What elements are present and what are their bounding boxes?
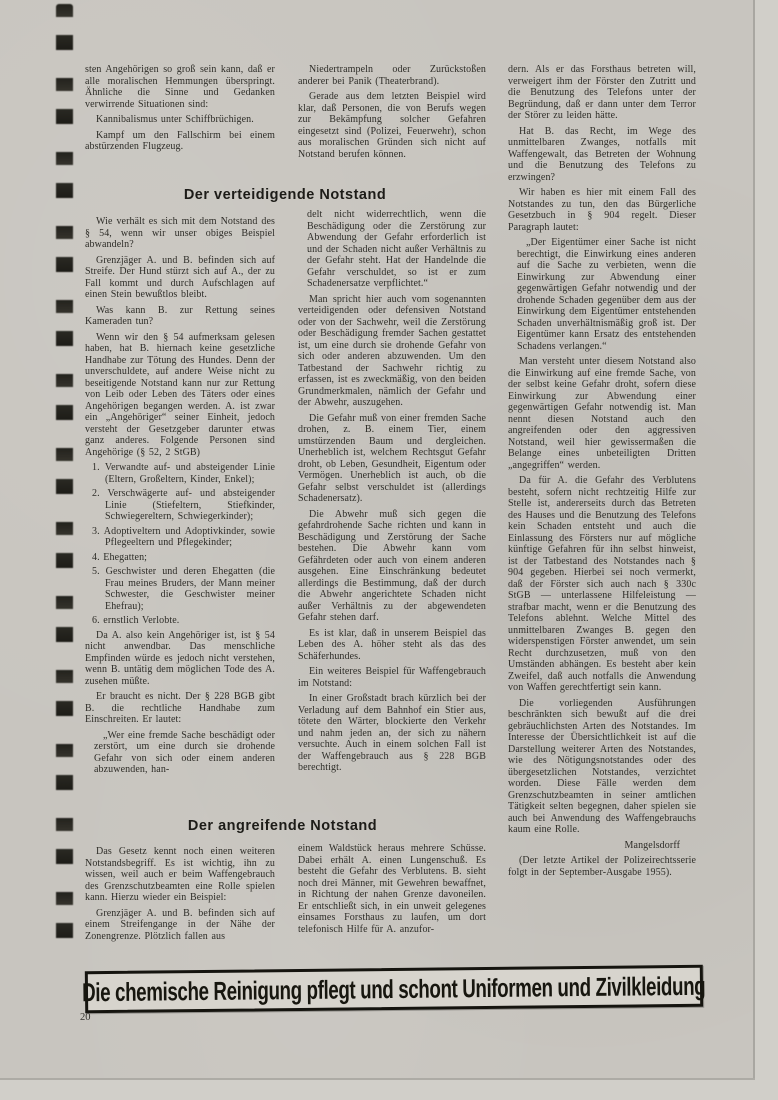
list-item: 2. Verschwägerte auf- und absteigender Linie (Stiefeltern, Stiefkinder, Schwiegereltern, Schwiegerkinder); — [92, 488, 275, 522]
paragraph: Wie verhält es sich mit dem Notstand des § 54, wenn wir unser obiges Beispiel abwandeln? — [85, 216, 275, 250]
column-middle-section2 — [298, 843, 486, 939]
paragraph: Die Abwehr muß sich gegen die gefahrdrohende Sache richten und kann in Beschädigung und Zerstörung der Sache bestehen. Die Abwehr kann vom Gefährdeten oder auch von einem anderen ausgehen. Eine Einschränkung bedeutet allerdings die Bestimmung, daß der durch die Abwehr angerichtete Schaden nicht außer Verhältnis zu der abgewendeten Gefahr stehen darf. — [298, 508, 486, 623]
scan-background-bottom — [0, 1080, 755, 1100]
section-heading-angreifende-notstand: Der angreifende Notstand — [187, 818, 378, 834]
ad-banner-text: Die chemische Reinigung pflegt und schont Uniformen und Zivilkleidung — [82, 970, 706, 1007]
paragraph: Kannibalismus unter Schiffbrüchigen. — [96, 114, 254, 125]
column-middle-section1 — [298, 209, 486, 778]
paragraph: „Wer eine fremde Sache beschädigt oder zerstört, um eine durch sie drohende Gefahr von sich oder einem anderen abzuwenden, han- — [94, 729, 275, 775]
paragraph: Gerade aus dem letzten Beispiel wird klar, daß Personen, die von Berufs wegen zur Bekämpfung solcher Gefahren eingesetzt sind (Polizei, Feuerwehr), schon aus moralischen Gründen sich nicht auf Notstand berufen können. — [298, 91, 486, 160]
paragraph: Da für A. die Gefahr des Verblutens besteht, sofern nicht rechtzeitig Hilfe zur Stelle ist, andererseits durch das Betreten des Hauses und die Benutzung des Telefons kein Schaden entsteht und auch die Einlassung des Försters nur auf mögliche künftige Gefahren für ihn selbst hinweist, ist der Tatbestand des Notstandes nach § 904 gegeben. Hierbei sei noch vermerkt, daß der Förster sich auch nach § 330c StGB — unterlassene Hilfeleistung — strafbar macht, wenn er die Benutzung des Telefons ablehnt. Welche Mittel des unmittelbaren Zwanges B. gegen den widerspenstigen Förster anwendet, um sein Recht durchzusetzen, muß von den Umständen abhängen. Es besteht aber kein Zweifel, daß auch notfalls die Anwendung von Waffen gerechtfertigt sein kann. — [508, 475, 696, 693]
paragraph: Man spricht hier auch vom sogenannten verteidigenden oder defensiven Notstand oder von der Sachwehr, weil die Zerstörung oder Beschädigung fremder Sachen gestattet ist, um eine durch sie drohende Gefahr von sich oder anderen abzuwenden. Um den Tatbestand der Sachwehr richtig zu erfassen, ist es zweckmäßig, von den beiden Grundmerkmalen, nämlich der Gefahr und der Abwehr, auszugehen. — [298, 293, 486, 408]
paragraph: Die vorliegenden Ausführungen beschränkten sich bewußt auf die drei gebräuchlichsten Arten des Notstandes. Im Interesse der Übersichtlichkeit ist auf die Darstellung weiterer Arten des Notstandes, wie des Nötigungsnotstandes oder des übergesetzlichen Notstandes, verzichtet worden. Diese Fälle werden dem Grenzschutzbeamten in seiner amtlichen Tätigkeit selten begegnen, daher spielen sie auch bei Anwendung des Waffengebrauchs kaum eine Rolle. — [508, 697, 696, 835]
column-middle-intro — [298, 64, 486, 164]
paragraph: Er braucht es nicht. Der § 228 BGB gibt B. die rechtliche Handhabe zum Einschreiten. Er lautet: — [85, 691, 275, 725]
column-left-intro — [85, 64, 275, 157]
paragraph: delt nicht widerrechtlich, wenn die Beschädigung oder die Zerstörung zur Abwendung der Gefahr erforderlich ist und der Schaden nicht außer Verhältnis zu der Gefahr steht. Hat der Handelnde die Gefahr verschuldet, so ist er zum Schadenersatze verpflichtet.“ — [307, 209, 486, 289]
paragraph: Niedertrampeln oder Zurückstoßen anderer bei Panik (Theaterbrand). — [298, 64, 486, 87]
paragraph: dern. Als er das Forsthaus betreten will, verweigert ihm der Förster den Zutritt und die Benutzung des Telefons unter der Begründung, daß er dann unter dem Terror der Störer zu leiden hätte. — [508, 64, 696, 121]
list-item: 6. ernstlich Verlobte. — [92, 615, 180, 626]
scan-background-right — [755, 0, 778, 1100]
column-right — [508, 64, 696, 882]
paragraph: Die Gefahr muß von einer fremden Sache drohen, z. B. einem Tier, einem umstürzenden Baum und dergleichen. Unerheblich ist, welchem Rechtsgut Gefahr droht, ob Leben, Gesundheit, Eigentum oder Vermögen. Unerheblich ist auch, ob die Gefahr selbst verschuldet ist (allerdings Schadenersatz). — [298, 412, 486, 504]
paragraph: Da A. also kein Angehöriger ist, ist § 54 nicht anwendbar. Das menschliche Empfinden würde es jedoch nicht verstehen, wenn B. untätig dem möglichen Tode des A. zusehen müßte. — [85, 629, 275, 687]
paragraph: In einer Großstadt brach kürzlich bei der Verladung auf dem Bahnhof ein Stier aus, tötete den Wärter, blockierte den Verkehr und nahm jeden an, der sich zu nähern versuchte. Auch in einem solchen Fall ist der Waffengebrauch aus § 228 BGB berechtigt. — [298, 693, 486, 773]
paragraph: Man versteht unter diesem Notstand also die Einwirkung auf eine fremde Sache, von der selbst keine Gefahr droht, sofern diese Einwirkung zur Abwendung einer gegenwärtigen Gefahr notwendig ist. Man nennt diesen Notstand auch den angreifenden oder den aggressiven Notstand, weil hier gewissermaßen die Belange eines unbeteiligten Dritten „angegriffen“ werden. — [508, 356, 696, 471]
paragraph: sten Angehörigen so groß sein kann, daß er alle moralischen Hemmungen überspringt. Ähnliche die Sinne und Gedanken verwirrende Situationen sind: — [85, 64, 275, 110]
paragraph: Hat B. das Recht, im Wege des unmittelbaren Zwanges, notfalls mit Waffengewalt, das Betreten der Wohnung und die Benutzung des Telefons zu erzwingen? — [508, 125, 696, 183]
author-signature: Mangelsdorff — [624, 839, 680, 851]
column-left-section2 — [85, 846, 275, 946]
paragraph: „Der Eigentümer einer Sache ist nicht berechtigt, die Einwirkung eines anderen auf die Sache zu verbieten, wenn die Einwirkung zur Abwendung einer gegenwärtigen Gefahr notwendig und der drohende Schaden gegenüber dem aus der Einwirkung dem Eigentümer entstehenden Schaden unverhältnismäßig groß ist. Der Eigentümer kann Ersatz des entstehenden Schadens verlangen.“ — [517, 237, 696, 352]
paragraph: Ein weiteres Beispiel für Waffengebrauch im Notstand: — [298, 666, 486, 689]
list-item: 4. Ehegatten; — [92, 551, 148, 563]
paragraph: Was kann B. zur Rettung seines Kameraden tun? — [85, 304, 275, 327]
paragraph: Das Gesetz kennt noch einen weiteren Notstandsbegriff. Es ist wichtig, ihn zu wissen, weil auch er beim Waffengebrauch des Grenzschutzbeamten eine Rolle spielen kann. Hierzu wieder ein Beispiel: — [85, 846, 275, 903]
paragraph: Es ist klar, daß in unserem Beispiel das Leben des A. höher steht als das des Schäferhundes. — [298, 627, 486, 662]
list-item: 3. Adoptiveltern und Adoptivkinder, sowie Pflegeeltern und Pflegekinder; — [92, 525, 275, 548]
paragraph: Kampf um den Fallschirm bei einem abstürzenden Flugzeug. — [85, 129, 275, 152]
section-heading-verteidigende-notstand: Der verteidigende Notstand — [183, 187, 387, 203]
paragraph: Wir haben es hier mit einem Fall des Notstandes zu tun, den das Bürgerliche Gesetzbuch in § 904 regelt. Dieser Paragraph lautet: — [508, 187, 696, 233]
column-left-section1 — [85, 216, 275, 780]
paragraph: einem Waldstück heraus mehrere Schüsse. Dabei erhält A. einen Lungenschuß. Es besteht die Gefahr des Verblutens. B. sieht noch drei Männer, mit Gewehren bewaffnet, in Richtung der nahen Grenze davoneilen. Er entschließt sich, in ein unweit gelegenes einsames Forsthaus zu laufen, um dort telefonisch Hilfe für A. anzufor- — [298, 843, 486, 935]
list-item: 5. Geschwister und deren Ehegatten (die Frau meines Bruders, der Mann meiner Schwester, die Geschwister meiner Ehefrau); — [92, 566, 275, 612]
paragraph: (Der letzte Artikel der Polizeirechtsserie folgt in der September-Ausgabe 1955). — [508, 855, 696, 878]
page-number: 20 — [80, 1012, 91, 1023]
paragraph: Wenn wir den § 54 aufmerksam gelesen haben, hat B. hiernach keine gesetzliche Handhabe zur Tötung des Hundes. Denn der unverschuldete, auf andere Weise nicht zu beseitigende Notstand kann nur zur Rettung von Leib oder Leben des Täters oder eines Angehörigen begangen werden. A. ist zwar ein „Angehöriger“ seiner Einheit, jedoch versteht der Gesetzgeber darunter etwas ganz anderes. Folgende Personen sind Angehörige (§ 52, 2 StGB) — [85, 331, 275, 458]
paragraph: Grenzjäger A. und B. befinden sich auf Streife. Der Hund stürzt sich auf A., der zu Fall kommt und durch Aufschlagen auf einen Stein bewußtlos bleibt. — [85, 254, 275, 300]
binding-scan-marks — [56, 4, 73, 956]
list-item: 1. Verwandte auf- und absteigender Linie (Eltern, Großeltern, Kinder, Enkel); — [92, 462, 275, 485]
ad-banner — [82, 965, 706, 1013]
paragraph: Grenzjäger A. und B. befinden sich auf einem Streifengange in der Nähe der Zonengrenze. Plötzlich fallen aus — [85, 907, 275, 942]
